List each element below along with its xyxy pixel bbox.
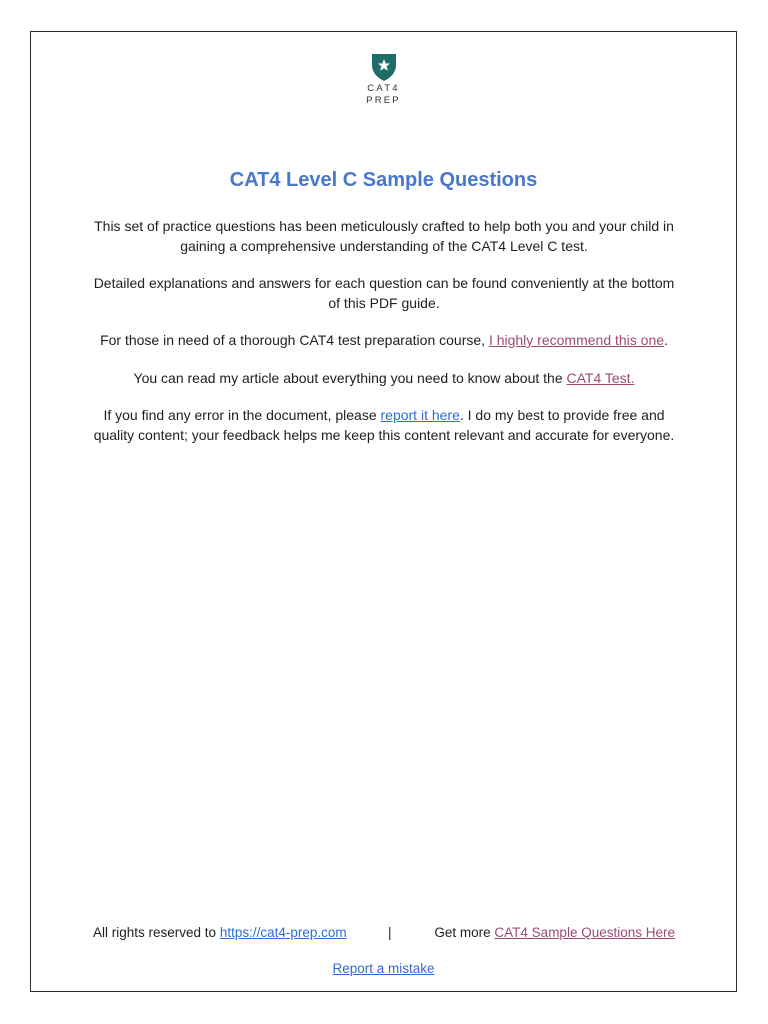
intro-text [87,217,681,463]
feedback-text-end: . I do my best to provide free and quality content; your feedback helps me keep this content relevant and accurate for everyone. [93,407,675,443]
shield-star-icon [371,52,397,82]
article-text: You can read my article about everything you need to know about the [133,369,567,386]
report-it-here-link[interactable]: report it here [380,407,460,423]
logo [31,52,736,106]
logo-text-cat4: CAT4 [367,83,400,94]
feedback-text: If you find any error in the document, please [103,407,381,423]
more-questions-link[interactable]: CAT4 Sample Questions Here [494,925,675,940]
site-link[interactable]: https://cat4-prep.com [219,925,347,940]
course-recommendation-link[interactable]: I highly recommend this one [488,332,665,348]
course-text-end: . [664,332,668,348]
paragraph-article [87,369,681,389]
report-mistake-link[interactable]: Report a mistake [332,961,435,976]
paragraph-intro: This set of practice questions has been meticulously crafted to help both you and your child in gaining a comprehensive understanding of the CAT4 Level C test. [94,218,674,254]
rights-text: All rights reserved to [93,925,220,940]
course-text: For those in need of a thorough CAT4 test preparation course, [100,332,489,348]
logo-text-prep: PREP [366,95,401,106]
report-mistake-row [31,961,736,976]
paragraph-feedback [87,406,681,445]
page-title: CAT4 Level C Sample Questions [229,169,538,191]
more-text: Get more [434,925,495,940]
cat4-test-article-link[interactable]: CAT4 Test. [566,369,635,386]
paragraph-course [87,331,681,351]
rights-notice [93,925,347,940]
document-page [30,31,737,992]
footer-separator: | [388,925,392,940]
more-questions [434,925,675,940]
paragraph-explanations: Detailed explanations and answers for each question can be found conveniently at the bottom of this PDF guide. [93,275,675,311]
